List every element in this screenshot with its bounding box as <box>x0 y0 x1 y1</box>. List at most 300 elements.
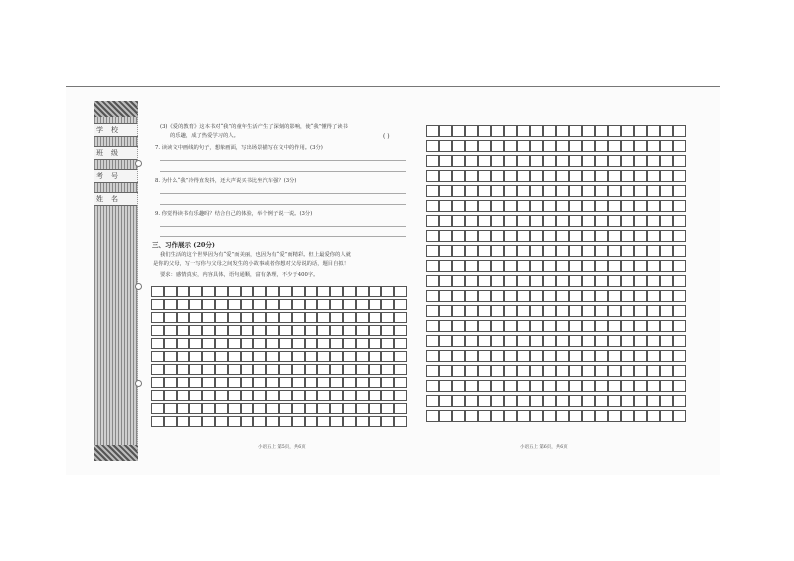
grid-cell[interactable] <box>452 410 465 422</box>
grid-cell[interactable] <box>660 380 673 392</box>
grid-cell[interactable] <box>202 364 215 375</box>
grid-cell[interactable] <box>647 200 660 212</box>
grid-cell[interactable] <box>426 395 439 407</box>
grid-cell[interactable] <box>381 390 394 401</box>
grid-cell[interactable] <box>253 390 266 401</box>
grid-cell[interactable] <box>305 364 318 375</box>
grid-cell[interactable] <box>673 410 686 422</box>
grid-cell[interactable] <box>504 245 517 257</box>
grid-cell[interactable] <box>491 350 504 362</box>
grid-cell[interactable] <box>569 380 582 392</box>
grid-cell[interactable] <box>608 380 621 392</box>
grid-cell[interactable] <box>647 245 660 257</box>
grid-cell[interactable] <box>381 351 394 362</box>
grid-cell[interactable] <box>215 403 228 414</box>
grid-cell[interactable] <box>634 185 647 197</box>
grid-cell[interactable] <box>292 403 305 414</box>
grid-cell[interactable] <box>330 299 343 310</box>
grid-cell[interactable] <box>582 140 595 152</box>
grid-cell[interactable] <box>189 351 202 362</box>
grid-cell[interactable] <box>394 325 407 336</box>
grid-cell[interactable] <box>317 390 330 401</box>
grid-cell[interactable] <box>202 325 215 336</box>
grid-cell[interactable] <box>478 365 491 377</box>
grid-cell[interactable] <box>228 338 241 349</box>
grid-cell[interactable] <box>569 140 582 152</box>
grid-cell[interactable] <box>465 170 478 182</box>
grid-cell[interactable] <box>660 410 673 422</box>
grid-cell[interactable] <box>439 410 452 422</box>
grid-cell[interactable] <box>647 260 660 272</box>
grid-cell[interactable] <box>660 215 673 227</box>
grid-cell[interactable] <box>189 325 202 336</box>
grid-cell[interactable] <box>465 395 478 407</box>
grid-cell[interactable] <box>634 275 647 287</box>
grid-cell[interactable] <box>569 335 582 347</box>
grid-cell[interactable] <box>439 125 452 137</box>
grid-cell[interactable] <box>330 338 343 349</box>
grid-cell[interactable] <box>381 286 394 297</box>
grid-cell[interactable] <box>426 275 439 287</box>
grid-cell[interactable] <box>491 215 504 227</box>
grid-cell[interactable] <box>517 410 530 422</box>
answer-line[interactable] <box>160 204 406 205</box>
grid-cell[interactable] <box>266 338 279 349</box>
grid-cell[interactable] <box>305 299 318 310</box>
grid-cell[interactable] <box>595 380 608 392</box>
answer-line[interactable] <box>160 160 406 161</box>
grid-cell[interactable] <box>241 325 254 336</box>
grid-cell[interactable] <box>279 377 292 388</box>
grid-cell[interactable] <box>582 215 595 227</box>
grid-cell[interactable] <box>660 290 673 302</box>
grid-cell[interactable] <box>595 350 608 362</box>
grid-cell[interactable] <box>164 325 177 336</box>
grid-cell[interactable] <box>164 351 177 362</box>
grid-cell[interactable] <box>595 410 608 422</box>
grid-cell[interactable] <box>381 403 394 414</box>
grid-cell[interactable] <box>356 351 369 362</box>
grid-cell[interactable] <box>465 140 478 152</box>
grid-cell[interactable] <box>543 320 556 332</box>
grid-cell[interactable] <box>151 325 164 336</box>
grid-cell[interactable] <box>569 155 582 167</box>
grid-cell[interactable] <box>582 245 595 257</box>
grid-cell[interactable] <box>582 320 595 332</box>
grid-cell[interactable] <box>621 410 634 422</box>
grid-cell[interactable] <box>478 185 491 197</box>
grid-cell[interactable] <box>621 290 634 302</box>
grid-cell[interactable] <box>556 290 569 302</box>
grid-cell[interactable] <box>465 410 478 422</box>
grid-cell[interactable] <box>491 170 504 182</box>
grid-cell[interactable] <box>452 305 465 317</box>
grid-cell[interactable] <box>369 351 382 362</box>
grid-cell[interactable] <box>556 275 569 287</box>
grid-cell[interactable] <box>556 335 569 347</box>
grid-cell[interactable] <box>369 325 382 336</box>
grid-cell[interactable] <box>491 305 504 317</box>
grid-cell[interactable] <box>673 305 686 317</box>
grid-cell[interactable] <box>465 350 478 362</box>
grid-cell[interactable] <box>279 338 292 349</box>
grid-cell[interactable] <box>343 403 356 414</box>
grid-cell[interactable] <box>266 390 279 401</box>
grid-cell[interactable] <box>530 185 543 197</box>
grid-cell[interactable] <box>621 185 634 197</box>
grid-cell[interactable] <box>330 312 343 323</box>
grid-cell[interactable] <box>543 215 556 227</box>
grid-cell[interactable] <box>189 299 202 310</box>
grid-cell[interactable] <box>164 377 177 388</box>
grid-cell[interactable] <box>426 200 439 212</box>
grid-cell[interactable] <box>164 286 177 297</box>
grid-cell[interactable] <box>621 395 634 407</box>
grid-cell[interactable] <box>569 170 582 182</box>
grid-cell[interactable] <box>660 170 673 182</box>
grid-cell[interactable] <box>582 350 595 362</box>
grid-cell[interactable] <box>660 140 673 152</box>
grid-cell[interactable] <box>305 312 318 323</box>
grid-cell[interactable] <box>491 275 504 287</box>
grid-cell[interactable] <box>595 170 608 182</box>
grid-cell[interactable] <box>517 395 530 407</box>
grid-cell[interactable] <box>673 320 686 332</box>
grid-cell[interactable] <box>305 416 318 427</box>
grid-cell[interactable] <box>608 335 621 347</box>
grid-cell[interactable] <box>647 365 660 377</box>
grid-cell[interactable] <box>673 275 686 287</box>
grid-cell[interactable] <box>356 338 369 349</box>
grid-cell[interactable] <box>595 230 608 242</box>
grid-cell[interactable] <box>569 410 582 422</box>
grid-cell[interactable] <box>504 215 517 227</box>
grid-cell[interactable] <box>478 125 491 137</box>
grid-cell[interactable] <box>189 312 202 323</box>
grid-cell[interactable] <box>517 155 530 167</box>
grid-cell[interactable] <box>530 320 543 332</box>
grid-cell[interactable] <box>452 185 465 197</box>
grid-cell[interactable] <box>491 200 504 212</box>
grid-cell[interactable] <box>241 364 254 375</box>
grid-cell[interactable] <box>478 200 491 212</box>
grid-cell[interactable] <box>582 185 595 197</box>
grid-cell[interactable] <box>569 395 582 407</box>
grid-cell[interactable] <box>253 299 266 310</box>
grid-cell[interactable] <box>608 230 621 242</box>
grid-cell[interactable] <box>478 335 491 347</box>
grid-cell[interactable] <box>241 312 254 323</box>
grid-cell[interactable] <box>660 230 673 242</box>
grid-cell[interactable] <box>452 245 465 257</box>
grid-cell[interactable] <box>215 364 228 375</box>
grid-cell[interactable] <box>491 365 504 377</box>
grid-cell[interactable] <box>608 215 621 227</box>
grid-cell[interactable] <box>465 185 478 197</box>
grid-cell[interactable] <box>478 170 491 182</box>
grid-cell[interactable] <box>177 416 190 427</box>
grid-cell[interactable] <box>177 312 190 323</box>
grid-cell[interactable] <box>266 286 279 297</box>
grid-cell[interactable] <box>369 286 382 297</box>
grid-cell[interactable] <box>228 325 241 336</box>
grid-cell[interactable] <box>465 365 478 377</box>
grid-cell[interactable] <box>426 410 439 422</box>
grid-cell[interactable] <box>673 185 686 197</box>
grid-cell[interactable] <box>582 275 595 287</box>
grid-cell[interactable] <box>478 245 491 257</box>
grid-cell[interactable] <box>647 170 660 182</box>
grid-cell[interactable] <box>292 390 305 401</box>
grid-cell[interactable] <box>634 260 647 272</box>
grid-cell[interactable] <box>608 305 621 317</box>
grid-cell[interactable] <box>569 350 582 362</box>
grid-cell[interactable] <box>317 325 330 336</box>
grid-cell[interactable] <box>491 380 504 392</box>
grid-cell[interactable] <box>305 390 318 401</box>
grid-cell[interactable] <box>317 403 330 414</box>
grid-cell[interactable] <box>595 245 608 257</box>
grid-cell[interactable] <box>241 377 254 388</box>
grid-cell[interactable] <box>517 380 530 392</box>
grid-cell[interactable] <box>369 377 382 388</box>
grid-cell[interactable] <box>241 390 254 401</box>
grid-cell[interactable] <box>426 305 439 317</box>
grid-cell[interactable] <box>369 312 382 323</box>
grid-cell[interactable] <box>202 377 215 388</box>
grid-cell[interactable] <box>543 380 556 392</box>
grid-cell[interactable] <box>452 320 465 332</box>
grid-cell[interactable] <box>266 312 279 323</box>
grid-cell[interactable] <box>530 215 543 227</box>
grid-cell[interactable] <box>582 155 595 167</box>
grid-cell[interactable] <box>621 380 634 392</box>
grid-cell[interactable] <box>356 299 369 310</box>
grid-cell[interactable] <box>343 299 356 310</box>
grid-cell[interactable] <box>253 338 266 349</box>
grid-cell[interactable] <box>517 230 530 242</box>
grid-cell[interactable] <box>177 403 190 414</box>
grid-cell[interactable] <box>660 185 673 197</box>
grid-cell[interactable] <box>381 377 394 388</box>
grid-cell[interactable] <box>356 364 369 375</box>
grid-cell[interactable] <box>491 230 504 242</box>
grid-cell[interactable] <box>660 350 673 362</box>
grid-cell[interactable] <box>478 305 491 317</box>
grid-cell[interactable] <box>543 140 556 152</box>
grid-cell[interactable] <box>202 286 215 297</box>
grid-cell[interactable] <box>504 320 517 332</box>
grid-cell[interactable] <box>228 403 241 414</box>
grid-cell[interactable] <box>556 170 569 182</box>
grid-cell[interactable] <box>543 395 556 407</box>
grid-cell[interactable] <box>164 338 177 349</box>
grid-cell[interactable] <box>595 305 608 317</box>
grid-cell[interactable] <box>647 320 660 332</box>
grid-cell[interactable] <box>647 275 660 287</box>
grid-cell[interactable] <box>530 350 543 362</box>
grid-cell[interactable] <box>478 290 491 302</box>
grid-cell[interactable] <box>394 364 407 375</box>
grid-cell[interactable] <box>151 312 164 323</box>
grid-cell[interactable] <box>569 320 582 332</box>
grid-cell[interactable] <box>292 338 305 349</box>
grid-cell[interactable] <box>517 305 530 317</box>
grid-cell[interactable] <box>292 325 305 336</box>
grid-cell[interactable] <box>452 350 465 362</box>
grid-cell[interactable] <box>177 364 190 375</box>
grid-cell[interactable] <box>394 416 407 427</box>
grid-cell[interactable] <box>164 364 177 375</box>
grid-cell[interactable] <box>530 140 543 152</box>
grid-cell[interactable] <box>530 155 543 167</box>
grid-cell[interactable] <box>634 170 647 182</box>
grid-cell[interactable] <box>608 125 621 137</box>
grid-cell[interactable] <box>253 403 266 414</box>
grid-cell[interactable] <box>465 290 478 302</box>
grid-cell[interactable] <box>279 299 292 310</box>
grid-cell[interactable] <box>608 200 621 212</box>
grid-cell[interactable] <box>504 290 517 302</box>
grid-cell[interactable] <box>634 410 647 422</box>
grid-cell[interactable] <box>465 260 478 272</box>
grid-cell[interactable] <box>253 351 266 362</box>
grid-cell[interactable] <box>504 170 517 182</box>
grid-cell[interactable] <box>253 416 266 427</box>
grid-cell[interactable] <box>241 299 254 310</box>
grid-cell[interactable] <box>189 416 202 427</box>
grid-cell[interactable] <box>660 305 673 317</box>
grid-cell[interactable] <box>660 155 673 167</box>
grid-cell[interactable] <box>279 403 292 414</box>
grid-cell[interactable] <box>439 230 452 242</box>
grid-cell[interactable] <box>556 200 569 212</box>
grid-cell[interactable] <box>305 325 318 336</box>
grid-cell[interactable] <box>569 245 582 257</box>
grid-cell[interactable] <box>164 299 177 310</box>
grid-cell[interactable] <box>228 364 241 375</box>
grid-cell[interactable] <box>582 380 595 392</box>
grid-cell[interactable] <box>504 365 517 377</box>
grid-cell[interactable] <box>530 260 543 272</box>
grid-cell[interactable] <box>621 155 634 167</box>
grid-cell[interactable] <box>381 364 394 375</box>
grid-cell[interactable] <box>582 335 595 347</box>
grid-cell[interactable] <box>279 351 292 362</box>
grid-cell[interactable] <box>491 290 504 302</box>
grid-cell[interactable] <box>608 365 621 377</box>
grid-cell[interactable] <box>647 215 660 227</box>
grid-cell[interactable] <box>673 335 686 347</box>
grid-cell[interactable] <box>647 230 660 242</box>
grid-cell[interactable] <box>452 365 465 377</box>
grid-cell[interactable] <box>452 335 465 347</box>
answer-line[interactable] <box>160 193 406 194</box>
grid-cell[interactable] <box>465 320 478 332</box>
grid-cell[interactable] <box>634 335 647 347</box>
grid-cell[interactable] <box>356 312 369 323</box>
grid-cell[interactable] <box>673 395 686 407</box>
grid-cell[interactable] <box>569 125 582 137</box>
grid-cell[interactable] <box>452 125 465 137</box>
grid-cell[interactable] <box>556 380 569 392</box>
grid-cell[interactable] <box>253 312 266 323</box>
grid-cell[interactable] <box>317 416 330 427</box>
grid-cell[interactable] <box>330 377 343 388</box>
grid-cell[interactable] <box>426 320 439 332</box>
grid-cell[interactable] <box>634 380 647 392</box>
grid-cell[interactable] <box>543 245 556 257</box>
grid-cell[interactable] <box>556 215 569 227</box>
grid-cell[interactable] <box>317 286 330 297</box>
answer-line[interactable] <box>160 226 406 227</box>
grid-cell[interactable] <box>292 364 305 375</box>
grid-cell[interactable] <box>439 155 452 167</box>
grid-cell[interactable] <box>426 365 439 377</box>
grid-cell[interactable] <box>543 170 556 182</box>
grid-cell[interactable] <box>660 200 673 212</box>
grid-cell[interactable] <box>177 377 190 388</box>
grid-cell[interactable] <box>151 403 164 414</box>
grid-cell[interactable] <box>608 185 621 197</box>
answer-line[interactable] <box>160 236 406 237</box>
grid-cell[interactable] <box>439 290 452 302</box>
grid-cell[interactable] <box>517 245 530 257</box>
grid-cell[interactable] <box>426 125 439 137</box>
grid-cell[interactable] <box>556 305 569 317</box>
grid-cell[interactable] <box>543 335 556 347</box>
grid-cell[interactable] <box>491 155 504 167</box>
grid-cell[interactable] <box>426 215 439 227</box>
grid-cell[interactable] <box>543 230 556 242</box>
grid-cell[interactable] <box>369 299 382 310</box>
grid-cell[interactable] <box>439 380 452 392</box>
grid-cell[interactable] <box>426 290 439 302</box>
grid-cell[interactable] <box>530 200 543 212</box>
grid-cell[interactable] <box>530 230 543 242</box>
grid-cell[interactable] <box>478 275 491 287</box>
grid-cell[interactable] <box>543 125 556 137</box>
grid-cell[interactable] <box>543 155 556 167</box>
grid-cell[interactable] <box>305 286 318 297</box>
grid-cell[interactable] <box>478 215 491 227</box>
grid-cell[interactable] <box>292 299 305 310</box>
grid-cell[interactable] <box>369 416 382 427</box>
grid-cell[interactable] <box>343 338 356 349</box>
grid-cell[interactable] <box>356 286 369 297</box>
grid-cell[interactable] <box>228 377 241 388</box>
grid-cell[interactable] <box>543 410 556 422</box>
grid-cell[interactable] <box>241 403 254 414</box>
grid-cell[interactable] <box>189 403 202 414</box>
grid-cell[interactable] <box>530 335 543 347</box>
grid-cell[interactable] <box>439 245 452 257</box>
grid-cell[interactable] <box>356 390 369 401</box>
grid-cell[interactable] <box>569 185 582 197</box>
grid-cell[interactable] <box>478 155 491 167</box>
grid-cell[interactable] <box>266 299 279 310</box>
grid-cell[interactable] <box>426 335 439 347</box>
grid-cell[interactable] <box>530 275 543 287</box>
grid-cell[interactable] <box>439 185 452 197</box>
grid-cell[interactable] <box>228 286 241 297</box>
grid-cell[interactable] <box>202 312 215 323</box>
grid-cell[interactable] <box>556 185 569 197</box>
grid-cell[interactable] <box>608 260 621 272</box>
grid-cell[interactable] <box>517 140 530 152</box>
grid-cell[interactable] <box>151 299 164 310</box>
grid-cell[interactable] <box>582 365 595 377</box>
